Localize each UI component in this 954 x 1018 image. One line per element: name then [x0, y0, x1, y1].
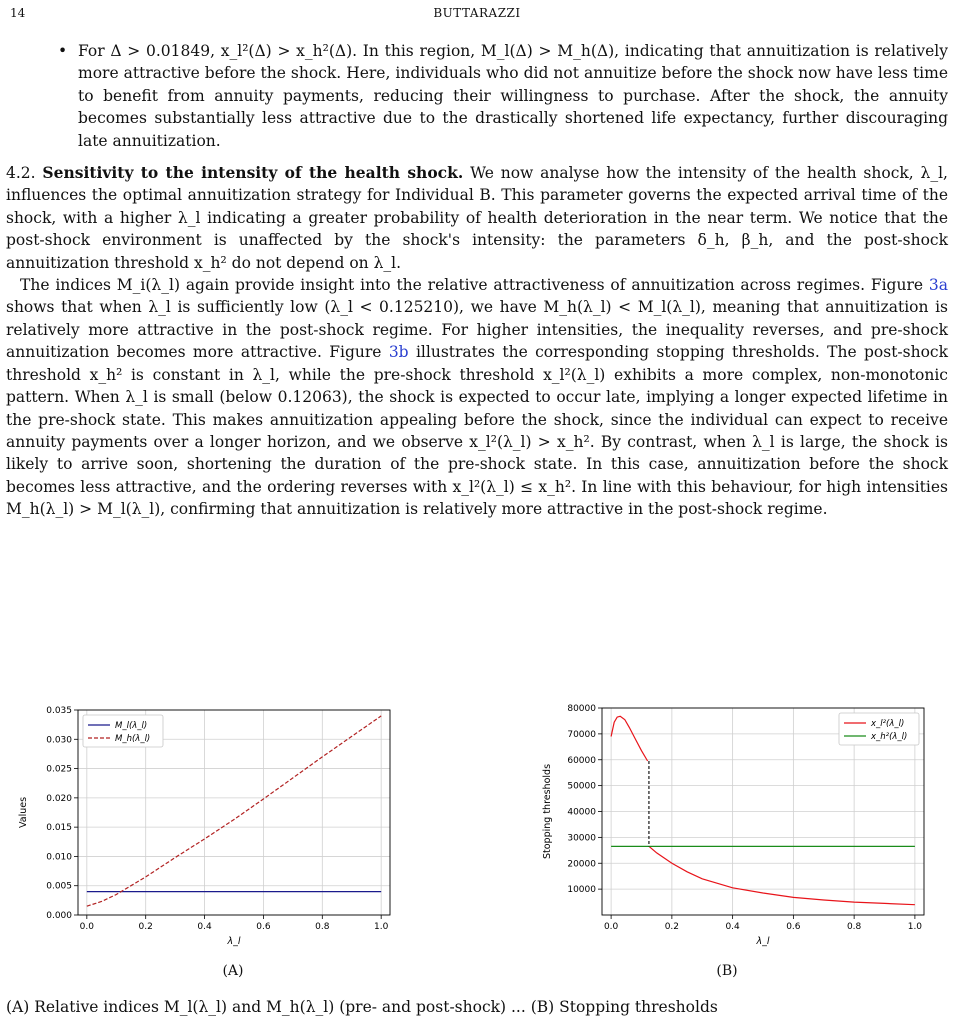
para2-part-a: The indices M_i(λ_l) again provide insight into the relative attractiveness of annuitization across regimes. Figure: [20, 276, 924, 295]
y-tick-label: 10000: [567, 885, 596, 896]
x-tick-label: 0.4: [725, 922, 740, 932]
section-paragraph-1: [6, 162, 948, 274]
section-number: 4.2.: [6, 164, 36, 183]
figure-ref-3b[interactable]: 3b: [388, 343, 409, 362]
x-tick-label: 0.6: [786, 922, 801, 932]
legend-label: M_l(λ_l): [115, 721, 148, 731]
x-tick-label: 0.6: [256, 922, 271, 932]
y-tick-label: 0.010: [46, 852, 72, 863]
y-tick-label: 0.030: [46, 735, 72, 746]
x-axis-label: λ_l: [227, 936, 241, 947]
chart-b-svg: [540, 700, 940, 950]
bullet-marker: •: [58, 42, 68, 60]
running-head: BUTTARAZZI: [433, 6, 521, 20]
bullet-text: For Δ > 0.01849, x_l²(Δ) > x_h²(Δ). In this region, M_l(Δ) > M_h(Δ), indicating that annuitization is relatively more attractive before the shock. Here, individuals who did not annuitize before the shock now have less time to benefit from annuity payments, reducing their willingness to purchase. After the shock, the annuity becomes substantially less attractive due to the drastically shortened life expectancy, further discouraging late annuitization.: [78, 42, 948, 150]
figure-b: [540, 700, 940, 950]
y-tick-label: 20000: [567, 859, 596, 870]
y-tick-label: 80000: [567, 704, 596, 714]
section-para1-text: We now analyse how the intensity of the health shock, λ_l, influences the optimal annuitization strategy for Individual B. This parameter governs the expected arrival time of the shock, with a higher λ_l indicating a greater probability of health deterioration in the near term. We notice that the post-shock environment is unaffected by the shock's intensity: the parameters δ_h, β_h, and the post-shock annuitization threshold x_h² do not depend on λ_l.: [6, 164, 948, 272]
y-tick-label: 40000: [567, 807, 596, 818]
y-axis-label: Stopping thresholds: [542, 763, 553, 860]
figure-ref-3a[interactable]: 3a: [928, 276, 948, 295]
x-tick-label: 0.4: [197, 922, 212, 932]
legend-label: x_l²(λ_l): [871, 719, 905, 729]
legend-label: x_h²(λ_l): [871, 732, 908, 742]
y-tick-label: 60000: [567, 755, 596, 766]
y-tick-label: 0.035: [46, 706, 72, 716]
chart-a-svg: [20, 700, 400, 950]
para2-part-c: illustrates the corresponding stopping thresholds. The post-shock threshold x_h² is constant in λ_l, while the pre-shock threshold x_l²(λ_l) exhibits a more complex, non-monotonic pattern. When λ_l is small (below 0.12063), the shock is expected to occur late, implying a longer expected lifetime in the pre-shock state. This makes annuitization appealing before the shock, since the individual can expect to receive annuity payments over a longer horizon, and we observe x_l²(λ_l) > x_h². By contrast, when λ_l is large, the shock is likely to arrive soon, shortening the duration of the pre-shock state. In this case, annuitization before the shock becomes less attractive, and the ordering reverses with x_l²(λ_l) ≤ x_h². In line with this behaviour, for high intensities M_h(λ_l) > M_l(λ_l), confirming that annuitization is relatively more attractive in the post-shock regime.: [6, 343, 949, 519]
x-tick-label: 0.2: [138, 922, 153, 932]
y-tick-label: 0.025: [46, 764, 72, 775]
x-axis-label: λ_l: [756, 936, 770, 947]
y-axis-label: Values: [18, 796, 29, 829]
legend-label: M_h(λ_l): [115, 734, 151, 744]
series-line-1-segment-1: [611, 716, 648, 761]
y-tick-label: 0.005: [46, 881, 72, 892]
main-text: [6, 40, 948, 521]
subcaption-a: (A): [222, 963, 244, 979]
y-tick-label: 0.020: [46, 793, 72, 804]
x-tick-label: 0.0: [79, 922, 94, 932]
y-tick-label: 0.015: [46, 823, 72, 834]
x-tick-label: 0.8: [315, 922, 330, 932]
x-tick-label: 0.8: [846, 922, 862, 932]
series-line-1-segment-2: [649, 846, 915, 904]
x-tick-label: 1.0: [907, 922, 923, 932]
y-tick-label: 0.000: [46, 911, 72, 921]
x-tick-label: 0.0: [603, 922, 619, 932]
x-tick-label: 1.0: [374, 922, 389, 932]
page-header: [0, 6, 954, 26]
y-tick-label: 70000: [567, 729, 596, 740]
para2-part-b: shows that when λ_l is sufficiently low (λ_l < 0.125210), we have M_h(λ_l) < M_l(λ_l), meaning that annuitization is relatively more attractive in the post-shock regime. For higher intensities, the inequality reverses, and pre-shock annuitization becomes more attractive. Figure: [6, 298, 948, 362]
y-tick-label: 50000: [567, 781, 596, 792]
section-paragraph-2: [6, 274, 948, 520]
x-tick-label: 0.2: [664, 922, 680, 932]
subcaption-b: (B): [716, 963, 738, 979]
y-tick-label: 30000: [567, 833, 596, 844]
section-title: Sensitivity to the intensity of the health shock.: [42, 163, 464, 183]
bullet-item: [6, 40, 948, 152]
page-number: 14: [10, 6, 26, 20]
figure-a: [20, 700, 400, 950]
figure-caption-partial: (A) Relative indices M_l(λ_l) and M_h(λ_l) (pre- and post-shock) ... (B) Stopping thresholds: [6, 998, 718, 1016]
